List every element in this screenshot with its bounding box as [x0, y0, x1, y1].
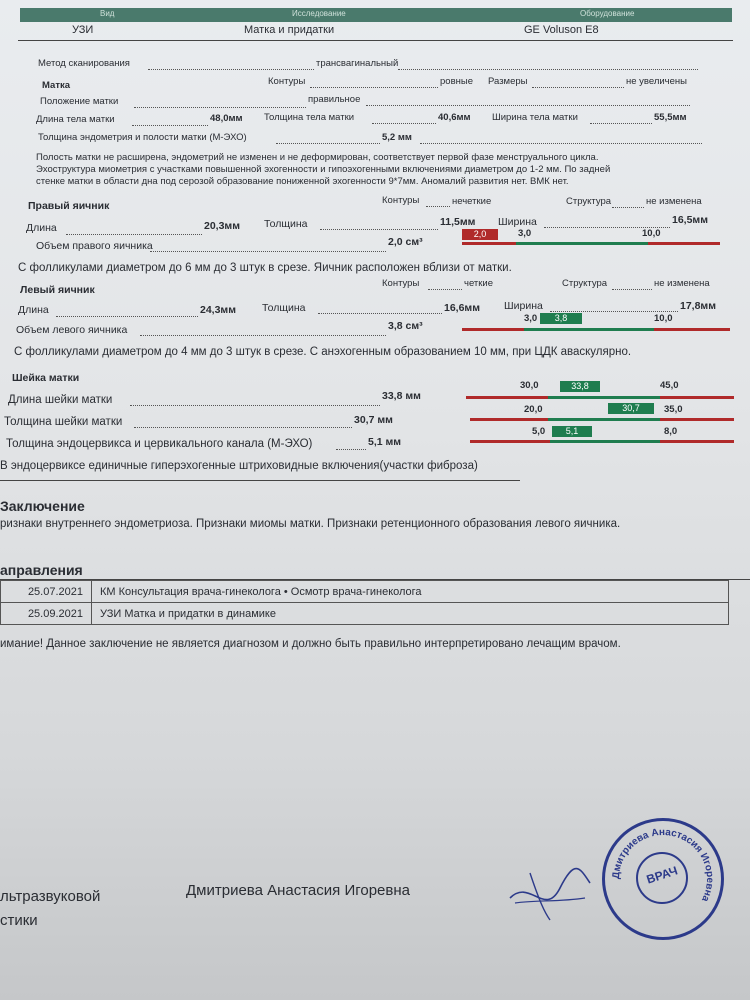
right-ovary-length-label: Длина — [26, 222, 57, 234]
left-ovary-volume-marker: 3,8 — [540, 313, 582, 324]
endocervix-range-low-band — [470, 440, 550, 443]
directions-table — [0, 580, 729, 625]
direction-date: 25.09.2021 — [1, 603, 92, 625]
right-ovary-width-label: Ширина — [498, 216, 537, 228]
right-ovary-range-high: 10,0 — [642, 228, 661, 239]
endocervix-range-high-band — [660, 440, 734, 443]
left-ovary-range-low-band — [462, 328, 524, 331]
uterus-title: Матка — [42, 80, 71, 91]
header-col-type-label: Вид — [100, 9, 115, 18]
left-ovary-length-label: Длина — [18, 304, 49, 316]
cervix-thickness-value: 30,7 мм — [354, 414, 393, 426]
direction-date: 25.07.2021 — [1, 581, 92, 603]
header-type: УЗИ — [72, 24, 94, 36]
right-ovary-thickness-label: Толщина — [264, 218, 308, 230]
uterus-position-label: Положение матки — [40, 96, 119, 107]
disclaimer: имание! Данное заключение не является диагнозом и должно быть правильно интерпретировано лечащим врачом. — [0, 638, 621, 650]
right-ovary-volume-value: 2,0 см³ — [388, 236, 423, 248]
header-col-study-label: Исследование — [292, 9, 346, 18]
cervix-thickness-range-normal-band — [548, 418, 660, 421]
scan-method-value: трансвагинальный — [316, 58, 399, 69]
left-ovary-width-value: 17,8мм — [680, 300, 716, 312]
cervix-thickness-range-low-band — [470, 418, 548, 421]
left-ovary-structure-label: Структура — [562, 278, 608, 289]
cervix-length-range-high-band — [660, 396, 734, 399]
left-ovary-note: С фолликулами диаметром до 4 мм до 3 штук в срезе. С анэхогенным образованием 10 мм, при ЦДК аваскулярно. — [14, 346, 632, 358]
conclusion-title: Заключение — [0, 498, 85, 514]
left-ovary-volume-value: 3,8 см³ — [388, 320, 423, 332]
left-ovary-volume-label: Объем левого яичника — [16, 324, 128, 336]
right-ovary-structure-label: Структура — [566, 196, 612, 207]
doctor-role-line1: льтразвуковой — [0, 888, 101, 905]
cervix-length-marker: 33,8 — [560, 381, 600, 392]
header-col-equipment-label: Оборудование — [580, 9, 635, 18]
right-ovary-contours-label: Контуры — [382, 195, 420, 206]
right-ovary-width-value: 16,5мм — [672, 214, 708, 226]
cervix-length-range-normal-band — [548, 396, 660, 399]
cervix-thickness-range-high-band — [660, 418, 734, 421]
uterus-contours-label: Контуры — [268, 76, 306, 87]
table-row — [1, 581, 729, 603]
left-ovary-width-label: Ширина — [504, 300, 543, 312]
header-equipment: GE Voluson E8 — [524, 24, 599, 36]
cervix-thickness-low: 20,0 — [524, 404, 543, 415]
uterus-thickness-label: Толщина тела матки — [264, 112, 355, 123]
handwritten-signature — [500, 858, 600, 928]
endocervix-label: Толщина эндоцервикса и цервикального канала (М-ЭХО) — [6, 438, 313, 450]
endometrium-label: Толщина эндометрия и полости матки (М-ЭХО) — [38, 132, 247, 143]
right-ovary-range-low: 3,0 — [518, 228, 532, 239]
header-bar — [20, 8, 732, 22]
uterus-width-value: 55,5мм — [654, 112, 687, 123]
direction-text: КМ Консультация врача-гинеколога • Осмотр врача-гинеколога — [92, 581, 729, 603]
uterus-size-value: не увеличены — [626, 76, 687, 87]
endocervix-marker: 5,1 — [552, 426, 592, 437]
right-ovary-length-value: 20,3мм — [204, 220, 240, 232]
right-ovary-structure-value: не изменена — [646, 196, 702, 207]
uterus-thickness-value: 40,6мм — [438, 112, 471, 123]
uterus-length-label: Длина тела матки — [36, 114, 115, 125]
stamp-center — [636, 852, 688, 904]
direction-text: УЗИ Матка и придатки в динамике — [92, 603, 729, 625]
uterus-length-value: 48,0мм — [210, 113, 243, 124]
cervix-thickness-marker: 30,7 — [608, 403, 654, 414]
cervix-thickness-high: 35,0 — [664, 404, 683, 415]
uterus-description-1: Полость матки не расширена, эндометрий не изменен и не деформирован, соответствует первой фазе менструального цикла. — [36, 152, 599, 163]
left-ovary-range-high-band — [654, 328, 730, 331]
cervix-title: Шейка матки — [12, 372, 80, 384]
endometrium-value: 5,2 мм — [382, 132, 412, 143]
right-ovary-range-normal-band — [516, 242, 648, 245]
right-ovary-range-low-band — [462, 242, 516, 245]
left-ovary-contours-value: четкие — [464, 278, 494, 289]
left-ovary-title: Левый яичник — [20, 284, 95, 296]
endocervix-value: 5,1 мм — [368, 436, 402, 448]
left-ovary-contours-label: Контуры — [382, 278, 420, 289]
header-divider — [18, 40, 733, 41]
doctor-stamp — [602, 818, 724, 940]
conclusion-text: ризнаки внутреннего эндометриоза. Признаки миомы матки. Признаки ретенционного образования левого яичника. — [0, 518, 621, 530]
right-ovary-volume-marker: 2,0 — [462, 229, 498, 240]
table-row — [1, 603, 729, 625]
left-ovary-range-low: 3,0 — [524, 313, 538, 324]
doctor-role-line2: стики — [0, 912, 38, 929]
left-ovary-range-high: 10,0 — [654, 313, 673, 324]
cervix-divider — [0, 480, 520, 481]
uterus-position-value: правильное — [308, 94, 361, 105]
uterus-description-2: Эхоструктура миометрия с участками повышенной эхогенности и гипоэхогенными включениями диаметром до 1-2 мм. По задней — [36, 164, 611, 175]
header-study: Матка и придатки — [244, 24, 335, 36]
scan-method-label: Метод сканирования — [38, 58, 130, 69]
cervix-length-label: Длина шейки матки — [8, 394, 113, 406]
uterus-contours-value: ровные — [440, 76, 473, 87]
endocervix-high: 8,0 — [664, 426, 678, 437]
right-ovary-note: С фолликулами диаметром до 6 мм до 3 штук в срезе. Яичник расположен вблизи от матки. — [18, 262, 512, 274]
cervix-length-range-low-band — [466, 396, 548, 399]
cervix-length-value: 33,8 мм — [382, 390, 421, 402]
directions-title: аправления — [0, 562, 83, 578]
left-ovary-structure-value: не изменена — [654, 278, 710, 289]
cervix-thickness-label: Толщина шейки матки — [4, 416, 123, 428]
stamp-word: ВРАЧ — [644, 863, 680, 887]
left-ovary-length-value: 24,3мм — [200, 304, 236, 316]
right-ovary-thickness-value: 11,5мм — [440, 216, 476, 228]
cervix-note: В эндоцервиксе единичные гиперэхогенные штриховидные включения(участки фиброза) — [0, 460, 478, 472]
uterus-width-label: Ширина тела матки — [492, 112, 578, 123]
left-ovary-thickness-value: 16,6мм — [444, 302, 480, 314]
right-ovary-volume-label: Объем правого яичника — [36, 240, 153, 252]
cervix-length-low: 30,0 — [520, 380, 539, 391]
endocervix-range-normal-band — [550, 440, 660, 443]
left-ovary-thickness-label: Толщина — [262, 302, 306, 314]
uterus-description-3: стенке матки в области дна под серозой образование пониженной эхогенности 9*7мм. Аномалий развития нет. ВМК нет. — [36, 176, 569, 187]
right-ovary-range-high-band — [648, 242, 720, 245]
right-ovary-contours-value: нечеткие — [452, 196, 492, 207]
cervix-length-high: 45,0 — [660, 380, 679, 391]
stamp-ring-label: Дмитриева Анастасия Игоревна — [610, 826, 716, 904]
uterus-size-label: Размеры — [488, 76, 528, 87]
endocervix-low: 5,0 — [532, 426, 546, 437]
doctor-name: Дмитриева Анастасия Игоревна — [186, 882, 410, 899]
right-ovary-title: Правый яичник — [28, 200, 110, 212]
left-ovary-range-normal-band — [524, 328, 654, 331]
